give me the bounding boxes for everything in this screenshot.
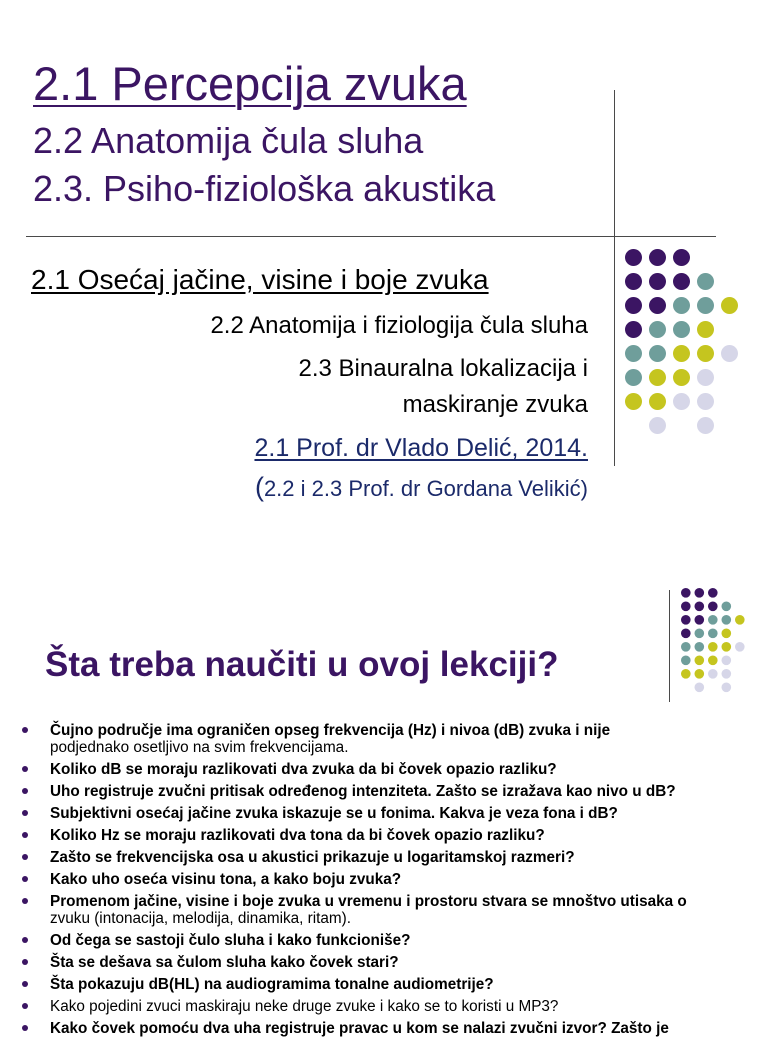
question-text-bold: Uho registruje zvučni pritisak određenog intenziteta. Zašto se izražava kao nivo u dB? — [50, 783, 676, 800]
question-item — [22, 849, 762, 866]
decorative-dot — [625, 393, 642, 410]
slide-title: 2.1 Percepcija zvuka — [33, 57, 467, 110]
question-text-bold: Promenom jačine, visine i boje zvuka u vremenu i prostoru stvara se mnoštvo utisaka o — [50, 893, 687, 910]
decorative-dot — [695, 602, 705, 612]
decorative-dot — [681, 615, 691, 625]
bullet-dot-icon — [22, 959, 28, 965]
decorative-dot — [673, 345, 690, 362]
decorative-dot — [708, 602, 718, 612]
decorative-dot — [697, 417, 714, 434]
question-item — [22, 827, 762, 844]
question-item — [22, 893, 762, 927]
decorative-dot — [681, 602, 691, 612]
decorative-dot — [697, 345, 714, 362]
bullet-dot-icon — [22, 876, 28, 882]
question-text: zvuku (intonacija, melodija, dinamika, ritam). — [50, 910, 351, 927]
decorative-dot — [649, 321, 666, 338]
bullet-dot-icon — [22, 788, 28, 794]
decorative-dot — [722, 629, 732, 639]
question-text: podjednako osetljivo na svim frekvencijama. — [50, 739, 349, 756]
bullet-dot-icon — [22, 766, 28, 772]
question-text-bold: Koliko Hz se moraju razlikovati dva tona da bi čovek opazio razliku? — [50, 827, 545, 844]
slide-subtitle-2: 2.3. Psiho-fiziološka akustika — [33, 168, 496, 209]
bullet-dot-icon — [22, 937, 28, 943]
decorative-dot — [722, 656, 732, 666]
question-text-bold: Čujno područje ima ograničen opseg frekvencija (Hz) i nivoa (dB) zvuka i nije — [50, 722, 611, 739]
question-item — [22, 761, 762, 778]
topic-item-3-line-1: 2.3 Binauralna lokalizacija i — [298, 355, 588, 382]
decorative-dot — [697, 369, 714, 386]
question-text: Kako pojedini zvuci maskiraju neke druge zvuke i kako se to koristi u MP3? — [50, 998, 559, 1015]
question-item — [22, 783, 762, 800]
decorative-dot — [722, 683, 732, 693]
decorative-dot — [649, 249, 666, 266]
decorative-dot — [673, 273, 690, 290]
decorative-dot — [721, 297, 738, 314]
bullet-dot-icon — [22, 1003, 28, 1009]
decorative-dot — [625, 249, 642, 266]
decorative-dot — [722, 642, 732, 652]
lesson-questions-list — [22, 722, 762, 1042]
question-text-bold: Šta pokazuju dB(HL) na audiogramima tonalne audiometrije? — [50, 976, 494, 993]
decorative-dot — [625, 321, 642, 338]
slide-subtitle-1: 2.2 Anatomija čula sluha — [33, 120, 424, 161]
decorative-dot — [697, 273, 714, 290]
decorative-dot — [695, 588, 705, 598]
topic-item-1: 2.1 Osećaj jačine, visine i boje zvuka — [31, 264, 489, 295]
author-link[interactable]: 2.1 Prof. dr Vlado Delić, 2014. — [254, 434, 588, 462]
question-item — [22, 805, 762, 822]
bullet-dot-icon — [22, 1025, 28, 1031]
decorative-dot — [708, 642, 718, 652]
decorative-dot — [673, 393, 690, 410]
vertical-divider — [614, 90, 615, 466]
question-item — [22, 954, 762, 971]
decorative-dot — [695, 669, 705, 679]
question-item — [22, 722, 762, 756]
decorative-dot — [625, 345, 642, 362]
vertical-divider-2 — [669, 590, 670, 702]
decorative-dot — [649, 273, 666, 290]
question-text-bold: Koliko dB se moraju razlikovati dva zvuka da bi čovek opazio razliku? — [50, 761, 557, 778]
decorative-dot — [673, 249, 690, 266]
question-item — [22, 1020, 762, 1037]
decorative-dot — [649, 345, 666, 362]
decorative-dot — [708, 656, 718, 666]
decorative-dot — [708, 669, 718, 679]
bullet-dot-icon — [22, 727, 28, 733]
question-item — [22, 932, 762, 949]
decorative-dot — [695, 642, 705, 652]
decorative-dot — [735, 642, 745, 652]
bullet-dot-icon — [22, 898, 28, 904]
decorative-dot — [695, 683, 705, 693]
decorative-dot — [649, 369, 666, 386]
decorative-dot — [708, 615, 718, 625]
question-text-bold: Od čega se sastoji čulo sluha i kako funkcioniše? — [50, 932, 411, 949]
co-author-note — [255, 472, 588, 503]
decorative-dot — [625, 369, 642, 386]
decorative-dot — [681, 588, 691, 598]
decorative-dot — [681, 656, 691, 666]
decorative-dot — [722, 615, 732, 625]
decorative-dot — [625, 297, 642, 314]
decorative-dot — [625, 273, 642, 290]
decorative-dot — [673, 297, 690, 314]
question-text-bold: Šta se dešava sa čulom sluha kako čovek stari? — [50, 954, 399, 971]
decorative-dot — [649, 297, 666, 314]
lesson-questions-title: Šta treba naučiti u ovoj lekciji? — [45, 645, 559, 684]
question-text-bold: Kako uho oseća visinu tona, a kako boju zvuka? — [50, 871, 402, 888]
question-item — [22, 976, 762, 993]
decorative-dot — [681, 669, 691, 679]
bullet-dot-icon — [22, 810, 28, 816]
decorative-dot — [722, 602, 732, 612]
question-text-bold: Kako čovek pomoću dva uha registruje pravac u kom se nalazi zvučni izvor? Zašto je — [50, 1020, 669, 1037]
co-author-text: 2.2 i 2.3 Prof. dr Gordana Velikić) — [263, 476, 588, 501]
question-text-bold: Zašto se frekvencijska osa u akustici prikazuje u logaritamskoj razmeri? — [50, 849, 575, 866]
decorative-dot — [673, 369, 690, 386]
decorative-dot — [708, 629, 718, 639]
decorative-dot — [673, 321, 690, 338]
topic-item-3-line-2: maskiranje zvuka — [402, 391, 588, 418]
decorative-dot — [722, 669, 732, 679]
co-author-paren: ( — [254, 472, 264, 502]
decorative-dot — [681, 642, 691, 652]
decorative-dot — [649, 417, 666, 434]
decorative-dot — [649, 393, 666, 410]
decorative-dot — [695, 656, 705, 666]
decorative-dot — [697, 393, 714, 410]
decorative-dot — [695, 629, 705, 639]
decorative-dot — [681, 629, 691, 639]
decorative-dot — [697, 297, 714, 314]
topic-item-2: 2.2 Anatomija i fiziologija čula sluha — [210, 312, 588, 339]
decorative-dot — [721, 345, 738, 362]
decorative-dot-grid — [624, 248, 744, 438]
question-item — [22, 998, 762, 1015]
decorative-dot-grid-2 — [680, 587, 760, 699]
bullet-dot-icon — [22, 981, 28, 987]
bullet-dot-icon — [22, 854, 28, 860]
question-item — [22, 871, 762, 888]
decorative-dot — [735, 615, 745, 625]
decorative-dot — [708, 588, 718, 598]
bullet-dot-icon — [22, 832, 28, 838]
decorative-dot — [697, 321, 714, 338]
question-text-bold: Subjektivni osećaj jačine zvuka iskazuje se u fonima. Kakva je veza fona i dB? — [50, 805, 618, 822]
decorative-dot — [695, 615, 705, 625]
horizontal-divider — [26, 236, 716, 237]
